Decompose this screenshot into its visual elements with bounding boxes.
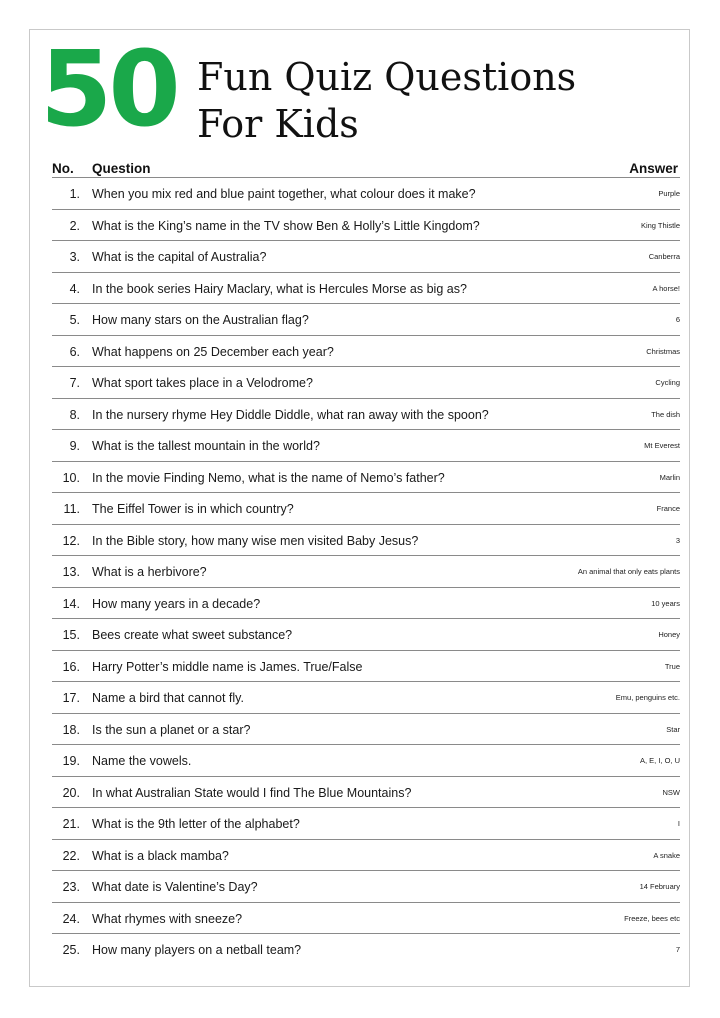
question-number: 21. xyxy=(62,817,80,831)
question-number: 22. xyxy=(62,848,80,863)
question-row xyxy=(52,366,680,398)
answer-text: A horse! xyxy=(652,283,680,293)
question-number: 8. xyxy=(69,407,80,422)
answer-text: Emu, penguins etc. xyxy=(615,693,680,702)
column-header-answer: Answer xyxy=(629,161,678,176)
question-row xyxy=(52,555,680,587)
answer-text: Canberra xyxy=(648,252,680,261)
question-text: Is the sun a planet or a star? xyxy=(92,722,251,737)
question-row xyxy=(52,398,680,430)
question-row xyxy=(52,240,680,272)
answer-text: Star xyxy=(666,724,680,734)
question-text: What is a herbivore? xyxy=(92,565,207,579)
answer-text: An animal that only eats plants xyxy=(577,567,680,576)
question-row xyxy=(52,807,680,839)
question-text: In the Bible story, how many wise men visited Baby Jesus? xyxy=(92,533,419,548)
answer-text: I xyxy=(677,819,680,828)
title-line-2: For Kids xyxy=(197,102,359,146)
answer-text: 10 years xyxy=(651,598,680,608)
question-number: 10. xyxy=(62,470,80,485)
question-text: What is the King’s name in the TV show Ben & Holly’s Little Kingdom? xyxy=(92,218,480,233)
question-number: 15. xyxy=(62,628,80,642)
question-text: Name a bird that cannot fly. xyxy=(92,691,244,705)
question-list xyxy=(52,177,680,965)
question-row xyxy=(52,587,680,619)
question-number: 11. xyxy=(63,502,80,516)
question-row xyxy=(52,839,680,871)
question-row xyxy=(52,650,680,682)
question-number: 18. xyxy=(62,722,80,737)
answer-text: 6 xyxy=(675,315,680,324)
answer-text: King Thistle xyxy=(640,220,680,230)
question-text: What is the tallest mountain in the world? xyxy=(92,439,320,453)
question-number: 9. xyxy=(69,439,80,453)
answer-text: Cycling xyxy=(655,378,680,387)
question-number: 13. xyxy=(62,565,80,579)
answer-text: True xyxy=(664,661,680,671)
question-row xyxy=(52,681,680,713)
question-text: The Eiffel Tower is in which country? xyxy=(92,502,294,516)
big-number: 50 xyxy=(40,28,177,150)
question-text: In what Australian State would I find The Blue Mountains? xyxy=(92,785,412,800)
question-number: 7. xyxy=(69,376,80,390)
question-number: 5. xyxy=(69,313,80,327)
question-row xyxy=(52,272,680,304)
quiz-sheet xyxy=(29,29,690,987)
answer-text: Purple xyxy=(658,189,680,198)
question-row xyxy=(52,335,680,367)
answer-text: France xyxy=(656,504,680,513)
question-row xyxy=(52,933,680,965)
question-row xyxy=(52,713,680,745)
question-number: 17. xyxy=(62,691,80,705)
question-text: In the movie Finding Nemo, what is the name of Nemo’s father? xyxy=(92,470,445,485)
question-text: What is a black mamba? xyxy=(92,848,229,863)
answer-text: A snake xyxy=(653,850,680,860)
question-row xyxy=(52,209,680,241)
question-number: 1. xyxy=(69,187,80,201)
column-header-no: No. xyxy=(52,161,74,176)
question-text: What sport takes place in a Velodrome? xyxy=(92,376,313,390)
question-text: Bees create what sweet substance? xyxy=(92,628,293,642)
question-row xyxy=(52,524,680,556)
answer-text: 14 February xyxy=(639,882,680,891)
question-text: When you mix red and blue paint together, what colour does it make? xyxy=(92,187,476,201)
question-text: Name the vowels. xyxy=(92,754,192,768)
title-line-1: Fun Quiz Questions xyxy=(197,55,577,99)
answer-text: 3 xyxy=(675,535,680,545)
question-text: In the nursery rhyme Hey Diddle Diddle, what ran away with the spoon? xyxy=(92,407,489,422)
question-number: 19. xyxy=(62,754,80,768)
answer-text: Mt Everest xyxy=(644,441,680,450)
question-number: 4. xyxy=(69,281,80,296)
answer-text: Christmas xyxy=(646,346,680,356)
question-text: How many years in a decade? xyxy=(92,596,261,611)
question-text: What happens on 25 December each year? xyxy=(92,344,334,359)
question-text: How many stars on the Australian flag? xyxy=(92,313,309,327)
question-text: How many players on a netball team? xyxy=(92,943,302,957)
question-row xyxy=(52,870,680,902)
question-text: In the book series Hairy Maclary, what is Hercules Morse as big as? xyxy=(92,281,467,296)
question-text: What is the 9th letter of the alphabet? xyxy=(92,817,300,831)
question-number: 12. xyxy=(62,533,80,548)
answer-text: The dish xyxy=(651,409,680,419)
header xyxy=(40,28,680,154)
question-number: 3. xyxy=(69,250,80,264)
answer-text: Honey xyxy=(658,630,680,639)
question-number: 24. xyxy=(62,911,80,926)
answer-text: NSW xyxy=(662,787,680,797)
question-row xyxy=(52,303,680,335)
question-text: Harry Potter’s middle name is James. True/False xyxy=(92,659,363,674)
question-row xyxy=(52,744,680,776)
question-number: 2. xyxy=(69,218,80,233)
question-number: 14. xyxy=(62,596,80,611)
question-text: What rhymes with sneeze? xyxy=(92,911,243,926)
question-row xyxy=(52,461,680,493)
question-row xyxy=(52,429,680,461)
question-number: 6. xyxy=(69,344,80,359)
column-header-question: Question xyxy=(92,161,151,176)
question-row xyxy=(52,618,680,650)
question-text: What date is Valentine’s Day? xyxy=(92,880,258,894)
question-row xyxy=(52,902,680,934)
answer-text: A, E, I, O, U xyxy=(639,756,680,765)
question-row xyxy=(52,492,680,524)
question-row xyxy=(52,776,680,808)
question-number: 25. xyxy=(62,943,80,957)
answer-text: 7 xyxy=(675,945,680,954)
answer-text: Marlin xyxy=(659,472,680,482)
question-number: 23. xyxy=(62,880,80,894)
answer-text: Freeze, bees etc xyxy=(624,913,680,923)
question-row xyxy=(52,177,680,209)
question-number: 20. xyxy=(62,785,80,800)
question-number: 16. xyxy=(62,659,80,674)
question-text: What is the capital of Australia? xyxy=(92,250,267,264)
